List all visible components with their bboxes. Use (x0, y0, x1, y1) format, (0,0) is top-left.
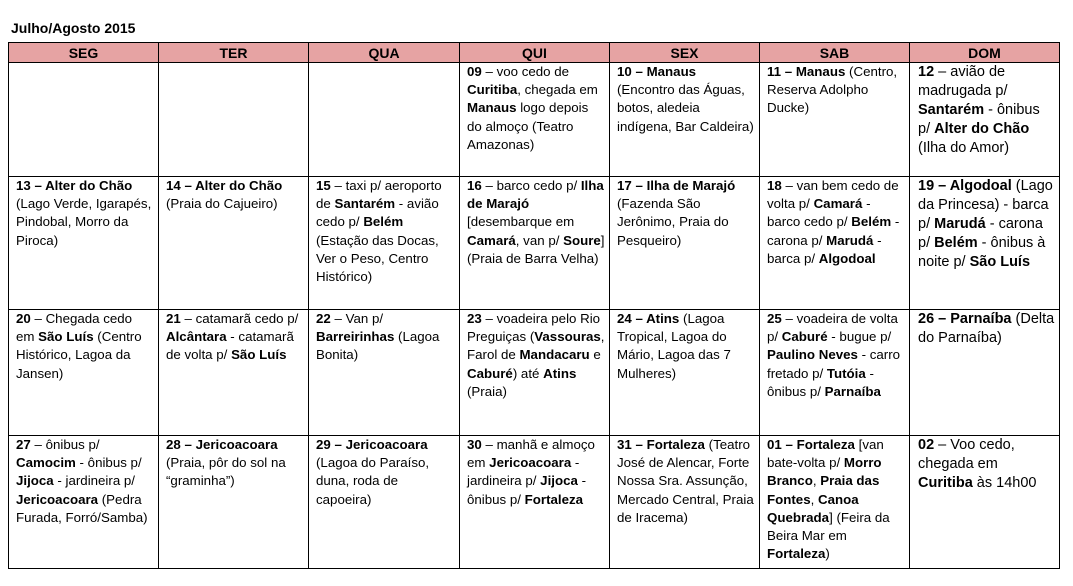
activity-text: - ônibus à noite p/ (918, 235, 1046, 270)
place-name: 20 (16, 311, 31, 326)
activity-text: – manhã e almoço em (467, 437, 595, 471)
activity-text: - ônibus p/ (467, 473, 586, 507)
activity-text: (Teatro José de Alencar, Forte Nossa Sra. Assunção, Mercado Central, Praia de Iracema) (617, 437, 754, 525)
activity-text: - jardineira p/ (467, 455, 580, 489)
activity-text: [van bate-volta p/ (767, 437, 884, 471)
weekday-header-row (9, 43, 1060, 63)
day-cell (910, 63, 1060, 177)
place-name: Fortaleza (767, 546, 826, 562)
activity-text: - jardineira p/ (53, 473, 135, 489)
activity-text: (Lagoa do Paraíso, duna, roda de capoeira) (316, 455, 430, 507)
place-name: Caburé (781, 329, 828, 345)
place-name: Fortaleza (524, 491, 584, 507)
activity-text: ] (Praia de Barra Velha) (467, 232, 605, 266)
place-name: 31 – Fortaleza (617, 437, 705, 452)
place-name: Camará (813, 196, 863, 212)
week-row (9, 177, 1060, 310)
place-name: Alcântara (166, 329, 227, 345)
place-name: 19 – Algodoal (918, 178, 1012, 194)
activity-text: - avião cedo p/ (316, 196, 439, 230)
place-name: 15 (316, 178, 331, 193)
weekday-header: QUI (460, 43, 610, 63)
day-cell (309, 310, 460, 436)
place-name: São Luís (231, 347, 287, 363)
place-name: Mandacaru (519, 347, 590, 363)
place-name: 18 (767, 178, 782, 193)
place-name: 10 – Manaus (617, 64, 697, 79)
place-name: 24 – Atins (617, 311, 680, 326)
day-cell (159, 177, 309, 310)
place-name: São Luís (969, 254, 1031, 270)
activity-text: – taxi p/ aeroporto de (316, 178, 442, 212)
place-name: 12 (918, 64, 935, 80)
place-name: 01 – Fortaleza (767, 437, 855, 452)
activity-text: – barco cedo p/ (481, 178, 581, 193)
activity-text: - carona p/ (918, 216, 1043, 251)
activity-text: – ônibus p/ (30, 437, 100, 452)
day-cell (760, 310, 910, 436)
place-name: Santarém (918, 102, 985, 118)
activity-text: - ônibus p/ (918, 102, 1040, 137)
activity-text: às 14h00 (972, 475, 1037, 491)
activity-text: - barca p/ (767, 232, 882, 266)
place-name: 11 – Manaus (767, 64, 846, 79)
activity-text: - ônibus p/ (75, 455, 142, 471)
place-name: Paulino Neves (767, 347, 858, 363)
activity-text: (Fazenda São Jerônimo, Praia do Pesqueiro) (617, 196, 729, 248)
activity-text: – Chegada cedo em (16, 311, 133, 345)
activity-text: – catamarã cedo p/ (180, 311, 299, 326)
activity-text: , (812, 473, 821, 489)
place-name: 25 (767, 311, 782, 326)
activity-text: (Encontro das Águas, botos, aledeia indígena, Bar Caldeira) (617, 82, 754, 134)
place-name: Camocim (16, 455, 76, 471)
weekday-header: SAB (760, 43, 910, 63)
place-name: 17 – Ilha de Marajó (617, 178, 736, 193)
place-name: 14 – Alter do Chão (166, 178, 283, 193)
day-cell (760, 63, 910, 177)
weekday-header: SEG (9, 43, 159, 63)
place-name: Jericoacoara (16, 491, 99, 507)
activity-text: ) até (512, 365, 544, 381)
place-name: Belém (851, 214, 892, 230)
activity-text: (Praia do Cajueiro) (166, 196, 278, 212)
activity-text: (Ilha do Amor) (918, 140, 1010, 156)
place-name: Barreirinhas (316, 329, 395, 345)
place-name: São Luís (38, 329, 94, 345)
day-cell (760, 436, 910, 569)
place-name: Belém (934, 235, 978, 251)
day-cell (760, 177, 910, 310)
activity-text: (Praia) (467, 383, 507, 399)
day-cell (460, 310, 610, 436)
place-name: 30 (467, 437, 482, 452)
week-row (9, 436, 1060, 569)
activity-text: – Voo cedo, chegada em (918, 437, 1015, 472)
activity-text: - bugue p/ (827, 329, 892, 345)
place-name: 26 – Parnaíba (918, 311, 1012, 327)
place-name: Jericoacoara (489, 455, 572, 471)
day-cell (309, 177, 460, 310)
activity-text: , (810, 491, 818, 507)
activity-text: (Lagoa Bonita) (316, 329, 440, 363)
activity-text: (Praia, pôr do sol na “graminha”) (166, 455, 286, 489)
day-cell (460, 63, 610, 177)
day-cell (159, 310, 309, 436)
place-name: 13 – Alter do Chão (16, 178, 133, 193)
place-name: Morro Branco (767, 455, 882, 489)
place-name: Camará (467, 232, 516, 248)
day-cell (610, 177, 760, 310)
activity-text: – avião de madrugada p/ (918, 64, 1008, 99)
day-cell (910, 177, 1060, 310)
activity-text: , van p/ (515, 232, 564, 248)
place-name: 28 – Jericoacoara (166, 437, 278, 452)
activity-text: - carro fretado p/ (767, 347, 901, 381)
activity-text: – voadeira pelo Rio Preguiças ( (467, 311, 601, 345)
activity-text: (Centro, Reserva Adolpho Ducke) (767, 64, 898, 116)
place-name: Atins (543, 365, 577, 381)
place-name: Jijoca (16, 473, 54, 489)
activity-text: - barco cedo p/ (767, 196, 871, 230)
place-name: Vassouras (534, 329, 601, 345)
place-name: Alter do Chão (934, 121, 1030, 137)
activity-text: – voadeira de volta p/ (767, 311, 898, 345)
day-cell (9, 177, 159, 310)
day-cell (9, 310, 159, 436)
place-name: Jijoca (540, 473, 578, 489)
place-name: 22 (316, 311, 331, 326)
place-name: Algodoal (818, 250, 876, 266)
day-cell (910, 436, 1060, 569)
day-cell (460, 436, 610, 569)
day-cell (9, 436, 159, 569)
activity-text: - ônibus p/ (767, 365, 874, 399)
activity-text: (Estação das Docas, Ver o Peso, Centro Histórico) (316, 232, 439, 285)
place-name: 09 (467, 64, 482, 79)
place-name: Ilha de Marajó (467, 178, 604, 212)
day-cell (610, 436, 760, 569)
activity-text: (Centro Histórico, Lagoa da Jansen) (16, 329, 142, 381)
place-name: 16 (467, 178, 482, 193)
place-name: Parnaíba (824, 383, 881, 399)
activity-text: ) (825, 546, 830, 562)
activity-text: (Lago da Princesa) - barca p/ (918, 178, 1053, 232)
weekday-header: QUA (309, 43, 460, 63)
activity-text: - catamarã de volta p/ (166, 329, 294, 363)
place-name: 23 (467, 311, 482, 326)
place-name: Curitiba (918, 475, 973, 491)
place-name: Caburé (467, 365, 513, 381)
activity-text: (Delta do Parnaíba) (918, 311, 1055, 346)
activity-text: [desembarque em (467, 214, 575, 230)
day-cell (9, 63, 159, 177)
day-cell (610, 63, 760, 177)
weekday-header: TER (159, 43, 309, 63)
place-name: Tutóia (826, 365, 866, 381)
place-name: 27 (16, 437, 31, 452)
activity-text: - carona p/ (767, 214, 900, 248)
place-name: Manaus (467, 100, 517, 116)
place-name: Belém (363, 214, 404, 230)
day-cell (460, 177, 610, 310)
activity-text: – voo cedo de (481, 64, 570, 79)
activity-text: (Lagoa Tropical, Lagoa do Mário, Lagoa das 7 Mulheres) (617, 311, 731, 381)
place-name: 02 (918, 437, 935, 453)
activity-text: ] (Feira da Beira Mar em (767, 509, 890, 544)
place-name: Marudá (826, 232, 874, 248)
weekday-header: DOM (910, 43, 1060, 63)
day-cell (610, 310, 760, 436)
day-cell (309, 63, 460, 177)
day-cell (910, 310, 1060, 436)
activity-text: (Pedra Furada, Forró/Samba) (16, 491, 148, 525)
place-name: 21 (166, 311, 181, 326)
day-cell (159, 436, 309, 569)
place-name: 29 – Jericoacoara (316, 437, 428, 452)
itinerary-calendar (8, 42, 1060, 569)
place-name: Curitiba (467, 82, 518, 98)
activity-text: (Lago Verde, Igarapés, Pindobal, Morro da Piroca) (16, 196, 152, 248)
activity-text: , Farol de (467, 329, 605, 363)
week-row (9, 310, 1060, 436)
day-cell (159, 63, 309, 177)
activity-text: , chegada em (517, 82, 598, 98)
place-name: Santarém (334, 196, 396, 212)
activity-text: – van bem cedo de volta p/ (767, 178, 899, 212)
place-name: Soure (563, 232, 601, 248)
page-title: Julho/Agosto 2015 (11, 20, 136, 36)
activity-text: logo depois do almoço (Teatro Amazonas) (467, 100, 589, 152)
place-name: Canoa Quebrada (767, 491, 859, 525)
week-row (9, 63, 1060, 177)
place-name: Marudá (934, 216, 986, 232)
activity-text: e (589, 347, 601, 363)
day-cell (309, 436, 460, 569)
weekday-header: SEX (610, 43, 760, 63)
activity-text: – Van p/ (330, 311, 384, 326)
place-name: Praia das Fontes (767, 473, 880, 507)
